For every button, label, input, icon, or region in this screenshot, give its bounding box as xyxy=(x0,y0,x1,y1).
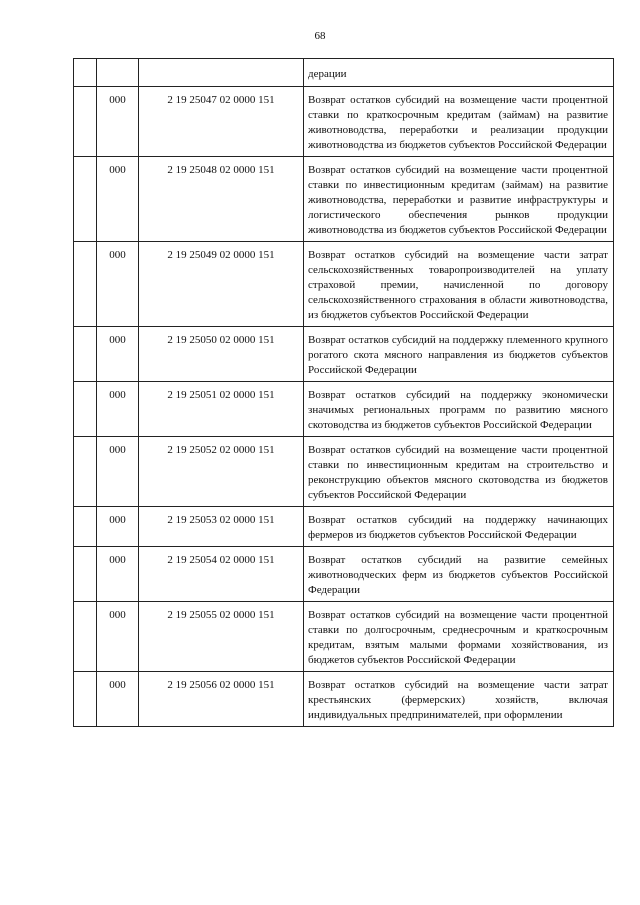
description-cell-text: Возврат остатков субсидий на возмещение части затрат сельскохозяйственных товаропроизводителей на уплату страховой премии, начисленной по договору сельскохозяйственного страхования в области животноводства, из бюджетов субъектов Российской Федерации xyxy=(308,249,608,321)
description-cell xyxy=(304,507,614,547)
kbk-code-cell xyxy=(139,87,304,157)
kbk-code-cell-text: 2 19 25049 02 0000 151 xyxy=(167,249,275,261)
kbk-code-cell-text: 2 19 25048 02 0000 151 xyxy=(167,164,275,176)
admin-code-cell-text: 000 xyxy=(109,94,126,106)
admin-code-cell-text: 000 xyxy=(109,444,126,456)
description-cell-text: Возврат остатков субсидий на поддержку племенного крупного рогатого скота мясного направления из бюджетов субъектов Российской Федерации xyxy=(308,334,608,376)
admin-code-cell-text: 000 xyxy=(109,249,126,261)
description-cell xyxy=(304,547,614,602)
admin-code-cell xyxy=(97,382,139,437)
table-row xyxy=(74,437,614,507)
kbk-code-cell xyxy=(139,547,304,602)
description-cell-text: Возврат остатков субсидий на развитие семейных животноводческих ферм из бюджетов субъектов Российской Федерации xyxy=(308,554,608,596)
admin-code-cell-text: 000 xyxy=(109,609,126,621)
page-number: 68 xyxy=(314,30,326,42)
admin-code-cell xyxy=(97,157,139,242)
admin-code-cell xyxy=(97,59,139,87)
admin-code-cell-text: 000 xyxy=(109,514,126,526)
table-row xyxy=(74,382,614,437)
description-cell xyxy=(304,672,614,727)
admin-code-cell xyxy=(97,672,139,727)
description-cell-text: Возврат остатков субсидий на возмещение части процентной ставки по долгосрочным, среднесрочным и краткосрочным кредитам, взятым малыми формами хозяйствования, из бюджетов субъектов Российской Федерации xyxy=(308,609,608,666)
table-row xyxy=(74,507,614,547)
admin-code-cell xyxy=(97,547,139,602)
admin-code-cell xyxy=(97,327,139,382)
budget-classification-table xyxy=(73,58,614,727)
kbk-code-cell-text: 2 19 25047 02 0000 151 xyxy=(167,94,275,106)
description-cell xyxy=(304,242,614,327)
index-cell xyxy=(74,602,97,672)
index-cell xyxy=(74,382,97,437)
description-cell xyxy=(304,59,614,87)
description-cell xyxy=(304,437,614,507)
kbk-code-cell-text: 2 19 25051 02 0000 151 xyxy=(167,389,275,401)
admin-code-cell xyxy=(97,602,139,672)
admin-code-cell-text: 000 xyxy=(109,334,126,346)
kbk-code-cell xyxy=(139,672,304,727)
table-row xyxy=(74,59,614,87)
admin-code-cell xyxy=(97,507,139,547)
kbk-code-cell-text: 2 19 25053 02 0000 151 xyxy=(167,514,275,526)
index-cell xyxy=(74,87,97,157)
table-row xyxy=(74,87,614,157)
description-cell-text: Возврат остатков субсидий на возмещение части процентной ставки по краткосрочным кредитам (займам) на развитие животноводства, переработки и реализации продукции животноводства из бюджетов субъектов Российской Федерации xyxy=(308,94,608,151)
kbk-code-cell-text xyxy=(139,59,303,71)
index-cell xyxy=(74,242,97,327)
description-cell xyxy=(304,157,614,242)
description-cell-text: Возврат остатков субсидий на возмещение части затрат крестьянских (фермерских) хозяйств, включая индивидуальных предпринимателей, при оформлении xyxy=(308,679,608,721)
index-cell xyxy=(74,59,97,87)
kbk-code-cell xyxy=(139,507,304,547)
admin-code-cell xyxy=(97,437,139,507)
index-cell xyxy=(74,547,97,602)
description-cell xyxy=(304,87,614,157)
description-cell xyxy=(304,602,614,672)
admin-code-cell-text: 000 xyxy=(109,164,126,176)
table-row xyxy=(74,672,614,727)
index-cell xyxy=(74,437,97,507)
index-cell xyxy=(74,507,97,547)
table-row xyxy=(74,242,614,327)
index-cell xyxy=(74,157,97,242)
kbk-code-cell-text: 2 19 25054 02 0000 151 xyxy=(167,554,275,566)
table-body xyxy=(74,59,614,727)
kbk-code-cell xyxy=(139,327,304,382)
description-cell-text: Возврат остатков субсидий на поддержку экономически значимых региональных программ по развитию мясного скотоводства из бюджетов субъектов Российской Федерации xyxy=(308,389,608,431)
table-row xyxy=(74,602,614,672)
kbk-code-cell-text: 2 19 25052 02 0000 151 xyxy=(167,444,275,456)
kbk-code-cell xyxy=(139,157,304,242)
description-cell-text: дерации xyxy=(308,68,347,80)
kbk-code-cell xyxy=(139,382,304,437)
table-row xyxy=(74,547,614,602)
description-cell xyxy=(304,327,614,382)
description-cell-text: Возврат остатков субсидий на поддержку начинающих фермеров из бюджетов субъектов Российской Федерации xyxy=(308,514,608,541)
description-cell-text: Возврат остатков субсидий на возмещение части процентной ставки по инвестиционным кредитам (займам) на развитие животноводства, переработки и развитие инфраструктуры и логистического обеспечения рынков продукции животноводства из бюджетов субъектов Российской Федерации xyxy=(308,164,608,236)
kbk-code-cell xyxy=(139,602,304,672)
index-cell xyxy=(74,672,97,727)
kbk-code-cell-text: 2 19 25050 02 0000 151 xyxy=(167,334,275,346)
index-cell xyxy=(74,327,97,382)
table-row xyxy=(74,157,614,242)
kbk-code-cell-text: 2 19 25056 02 0000 151 xyxy=(167,679,275,691)
kbk-code-cell xyxy=(139,59,304,87)
admin-code-cell-text: 000 xyxy=(109,679,126,691)
admin-code-cell xyxy=(97,87,139,157)
description-cell-text: Возврат остатков субсидий на возмещение части процентной ставки по инвестиционным кредитам на строительство и реконструкцию объектов мясного скотоводства из бюджетов субъектов Российской Федерации xyxy=(308,444,608,501)
kbk-code-cell xyxy=(139,242,304,327)
admin-code-cell-text: 000 xyxy=(109,554,126,566)
admin-code-cell xyxy=(97,242,139,327)
admin-code-cell-text: 000 xyxy=(109,389,126,401)
description-cell xyxy=(304,382,614,437)
kbk-code-cell xyxy=(139,437,304,507)
kbk-code-cell-text: 2 19 25055 02 0000 151 xyxy=(167,609,275,621)
table-row xyxy=(74,327,614,382)
admin-code-cell-text xyxy=(97,59,138,71)
